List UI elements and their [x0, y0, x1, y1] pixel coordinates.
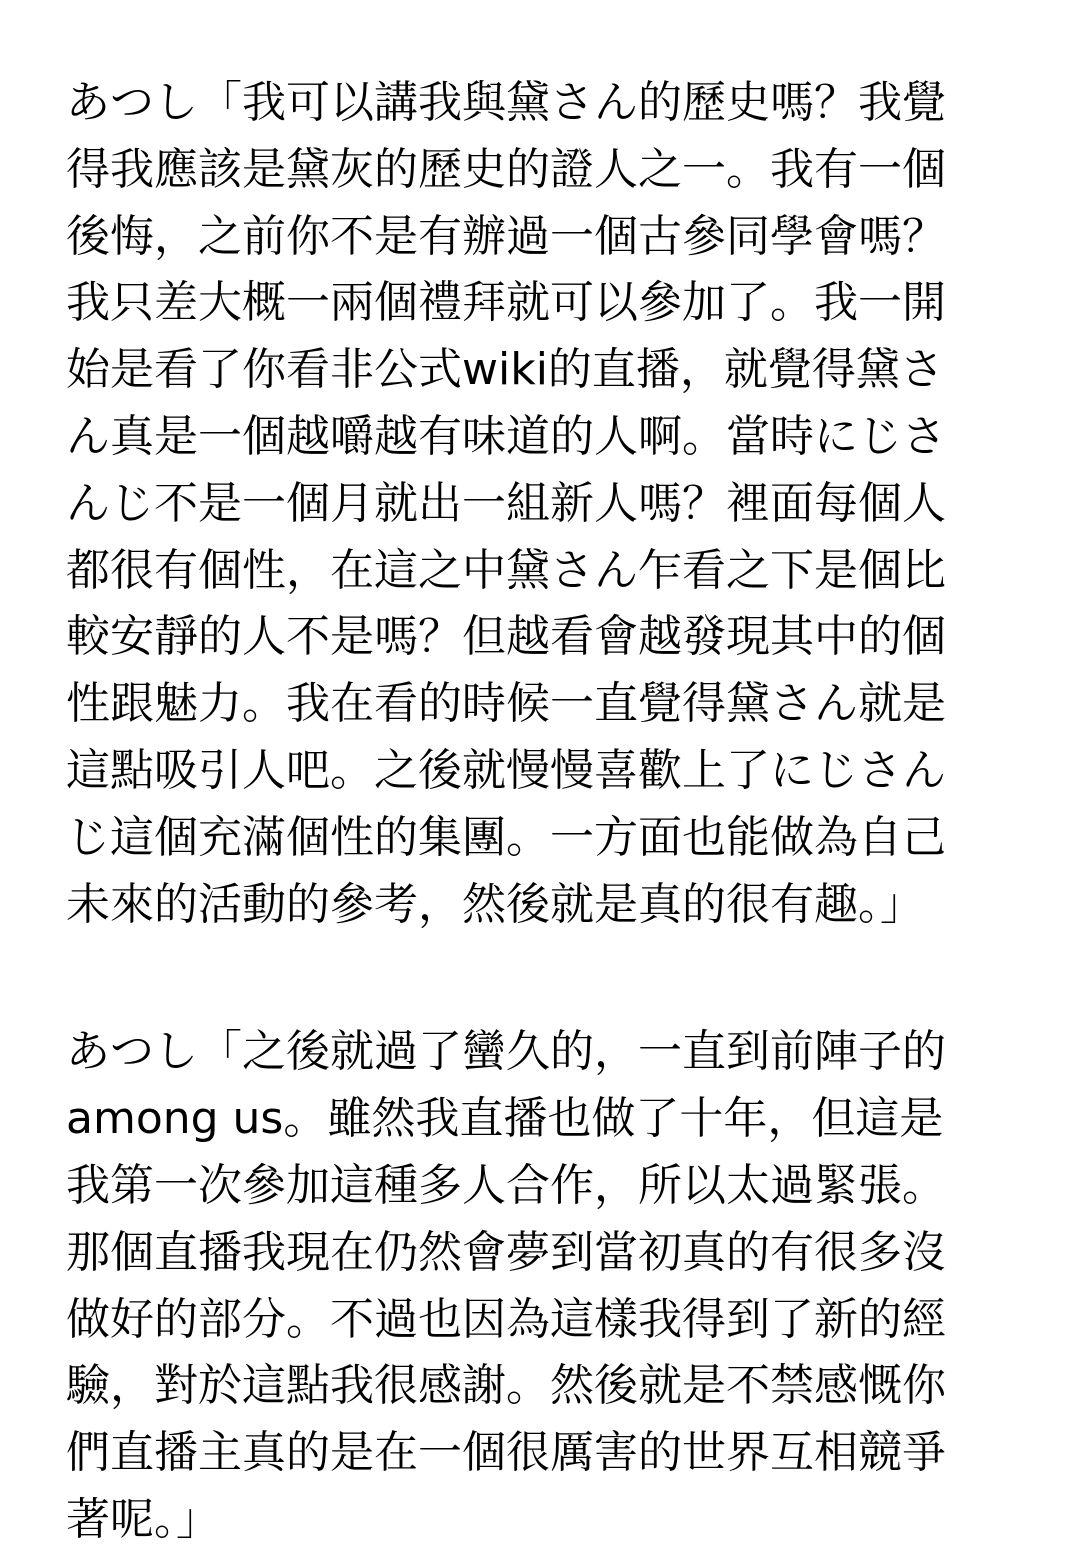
paragraph-gap	[66, 938, 1016, 1019]
text-line: 未來的活動的參考，然後就是真的很有趣。」	[66, 878, 924, 930]
text-line: 們直播主真的是在一個很厲害的世界互相競爭	[66, 1427, 946, 1479]
text-line: 性跟魅力。我在看的時候一直覺得黛さん就是	[66, 678, 946, 730]
text-line: ん真是一個越嚼越有味道的人啊。當時にじさ	[66, 410, 946, 462]
text-line: んじ不是一個月就出一組新人嗎？裡面每個人	[66, 477, 946, 529]
text-line: 都很有個性，在這之中黛さん乍看之下是個比	[66, 544, 946, 596]
document-body	[66, 70, 1016, 1554]
text-line: あつし「之後就過了蠻久的，一直到前陣子的	[66, 1026, 946, 1078]
text-line: among us。雖然我直播也做了十年，但這是	[66, 1093, 944, 1145]
text-line: 那個直播我現在仍然會夢到當初真的有很多沒	[66, 1226, 946, 1278]
paragraph-2	[66, 1019, 1016, 1553]
text-line: 這點吸引人吧。之後就慢慢喜歡上了にじさん	[66, 744, 946, 796]
text-line: 我只差大概一兩個禮拜就可以參加了。我一開	[66, 277, 946, 329]
text-line: 始是看了你看非公式wiki的直播，就覺得黛さ	[66, 344, 944, 396]
text-line: 驗，對於這點我很感謝。然後就是不禁感慨你	[66, 1360, 946, 1412]
text-line: 得我應該是黛灰的歷史的證人之一。我有一個	[66, 143, 946, 195]
text-line: 我第一次參加這種多人合作，所以太過緊張。	[66, 1159, 946, 1211]
text-line: じ這個充滿個性的集團。一方面也能做為自己	[66, 811, 946, 863]
text-line: 著呢。」	[66, 1493, 220, 1545]
text-line: 較安靜的人不是嗎？但越看會越發現其中的個	[66, 611, 946, 663]
text-line: 做好的部分。不過也因為這樣我得到了新的經	[66, 1293, 946, 1345]
text-line: 後悔，之前你不是有辦過一個古參同學會嗎？	[66, 210, 946, 262]
paragraph-1	[66, 70, 1016, 938]
text-line: あつし「我可以講我與黛さん的歷史嗎？我覺	[66, 77, 946, 128]
